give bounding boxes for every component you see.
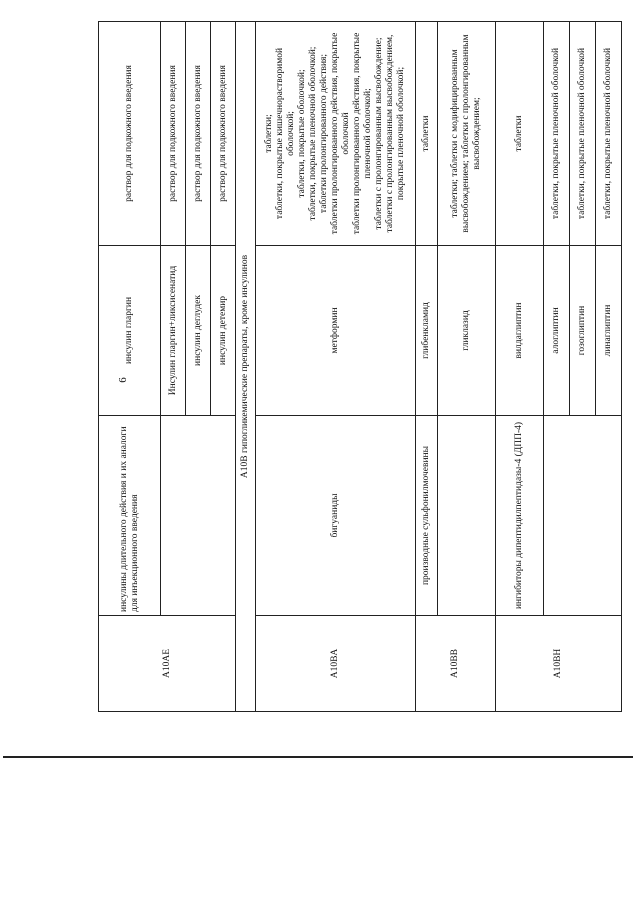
table-row	[99, 22, 161, 712]
form-cell: раствор для подкожного введения	[99, 22, 161, 246]
footer-divider	[3, 756, 633, 758]
inn-cell: инсулин гларгин	[99, 246, 161, 416]
inn-cell: инсулин детемир	[211, 246, 236, 416]
drug-table	[98, 21, 622, 712]
inn-cell: инсулин деглудек	[186, 246, 211, 416]
group-cell: ингибиторы дипептидилпептидазы-4 (ДПП-4)	[496, 416, 544, 616]
page-number: 6	[117, 377, 129, 383]
form-cell: таблетки; таблетки с модифицированным высвобождением; таблетки с пролонгированным высвобождением;	[438, 22, 496, 246]
table-row	[496, 22, 544, 712]
table-row	[416, 22, 438, 712]
section-row	[236, 22, 256, 712]
form-cell: таблетки, покрытые пленочной оболочкой	[596, 22, 622, 246]
table-row	[161, 22, 186, 712]
group-cell: бигуаниды	[256, 416, 416, 616]
section-header: А10В гипогликемические препараты, кроме инсулинов	[236, 22, 256, 712]
form-cell: раствор для подкожного введения	[211, 22, 236, 246]
drug-table-wrapper	[98, 22, 613, 712]
group-cell-empty	[544, 416, 622, 616]
form-cell: таблетки	[496, 22, 544, 246]
group-cell-empty	[161, 416, 236, 616]
inn-cell: линаглиптин	[596, 246, 622, 416]
inn-cell: алоглиптин	[544, 246, 570, 416]
form-cell: раствор для подкожного введения	[161, 22, 186, 246]
form-cell: таблетки	[416, 22, 438, 246]
table-row	[438, 22, 496, 712]
group-cell-empty	[438, 416, 496, 616]
form-cell: таблетки, покрытые пленочной оболочкой	[544, 22, 570, 246]
inn-cell: Инсулин гларгин+ликсисенатид	[161, 246, 186, 416]
inn-cell: метформин	[256, 246, 416, 416]
inn-cell: глибенкламид	[416, 246, 438, 416]
form-cell: таблетки; таблетки, покрытые кишечнорастворимой оболочкой; таблетки, покрытые оболочкой; таблетки, покрытые пленочной оболочкой; таблетки пролонгированного действия; таблетки пролонгированного действия, покрытые оболочкой таблетки пролонгированного действия, покрытые пленочной оболочкой; таблетки с пролонгированным высвобождение; таблетки с пролонгированным высвобождением, покрытые пленочной оболочкой;	[256, 22, 416, 246]
form-cell: раствор для подкожного введения	[186, 22, 211, 246]
group-cell: производные сульфонилмочевины	[416, 416, 438, 616]
atc-code-cell: A10BB	[416, 616, 496, 712]
form-cell: таблетки, покрытые пленочной оболочкой	[570, 22, 596, 246]
group-cell: инсулины длительного действия и их аналоги для инъекционного введения	[99, 416, 161, 616]
atc-code-cell: A10BH	[496, 616, 622, 712]
atc-code-cell: A10BA	[256, 616, 416, 712]
inn-cell: вилдаглиптин	[496, 246, 544, 416]
table-row	[256, 22, 416, 712]
inn-cell: гликлазид	[438, 246, 496, 416]
table-row	[544, 22, 570, 712]
atc-code-cell: A10AE	[99, 616, 236, 712]
inn-cell: гозоглиптин	[570, 246, 596, 416]
